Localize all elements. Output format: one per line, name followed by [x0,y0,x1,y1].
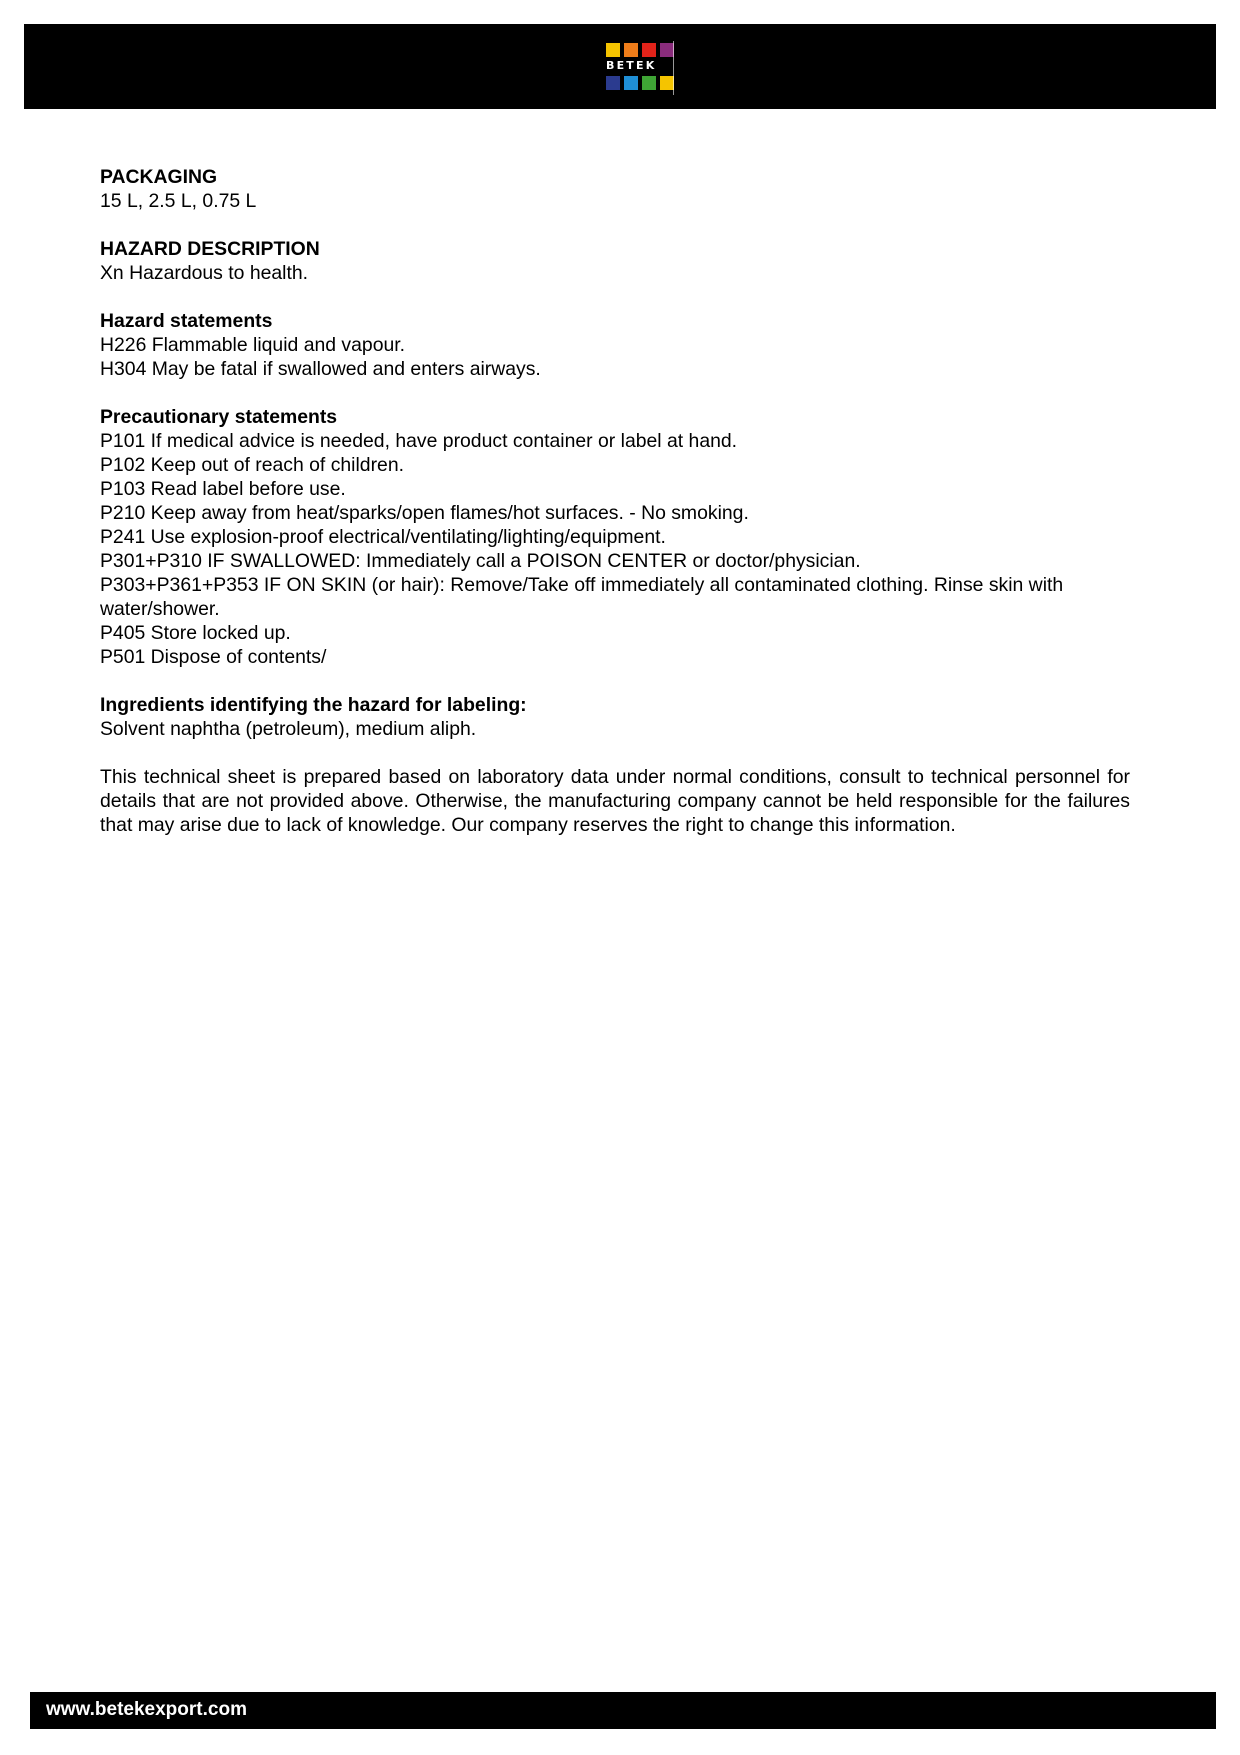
logo-square [642,76,656,90]
logo-color-squares-top [606,43,674,57]
logo-square [624,43,638,57]
hazard-description-section [100,237,1130,285]
logo-square [660,76,674,90]
precautionary-statements-section [100,405,1130,669]
hazard-statements-heading: Hazard statements [100,310,273,332]
header-bar [24,24,1216,109]
betek-logo [582,37,674,97]
logo-color-squares-bottom [606,76,674,90]
packaging-heading: PACKAGING [100,166,218,188]
logo-square [606,76,620,90]
precautionary-statement: P303+P361+P353 IF ON SKIN (or hair): Remove/Take off immediately all contaminated clothing. Rinse skin with water/shower. [100,574,1064,620]
precautionary-statement: P501 Dispose of contents/ [100,646,327,668]
precautionary-statement: P241 Use explosion-proof electrical/ventilating/lighting/equipment. [100,526,666,548]
logo-square [624,76,638,90]
hazard-statement: H226 Flammable liquid and vapour. [100,334,406,356]
disclaimer-section [100,765,1130,837]
precautionary-statement: P405 Store locked up. [100,622,291,644]
logo-square [660,43,674,57]
ingredients-section [100,693,1130,741]
precautionary-statement: P102 Keep out of reach of children. [100,454,404,476]
logo-brand-text: BETEK [606,59,657,72]
ingredients-value: Solvent naphtha (petroleum), medium aliph. [100,718,477,740]
hazard-statements-section [100,309,1130,381]
precautionary-statement: P301+P310 IF SWALLOWED: Immediately call a POISON CENTER or doctor/physician. [100,550,861,572]
logo-square [642,43,656,57]
precautionary-statement: P103 Read label before use. [100,478,346,500]
packaging-section [100,165,1130,213]
ingredients-heading: Ingredients identifying the hazard for labeling: [100,694,527,716]
packaging-value: 15 L, 2.5 L, 0.75 L [100,190,257,212]
hazard-description-value: Xn Hazardous to health. [100,262,309,284]
precautionary-statement: P101 If medical advice is needed, have product container or label at hand. [100,430,738,452]
footer-bar [30,1692,1216,1729]
hazard-description-heading: HAZARD DESCRIPTION [100,238,320,260]
document-body [100,165,1130,861]
hazard-statement: H304 May be fatal if swallowed and enters airways. [100,358,541,380]
footer-website-link[interactable]: www.betekexport.com [46,1699,247,1720]
logo-square [606,43,620,57]
precautionary-statements-heading: Precautionary statements [100,406,338,428]
logo-divider [673,41,674,95]
precautionary-statement: P210 Keep away from heat/sparks/open flames/hot surfaces. - No smoking. [100,502,749,524]
disclaimer-text: This technical sheet is prepared based on laboratory data under normal conditions, consult to technical personnel for details that are not provided above. Otherwise, the manufacturing company cannot be held responsible for the failures that may arise due to lack of knowledge. Our company reserves the right to change this information. [100,766,1130,836]
